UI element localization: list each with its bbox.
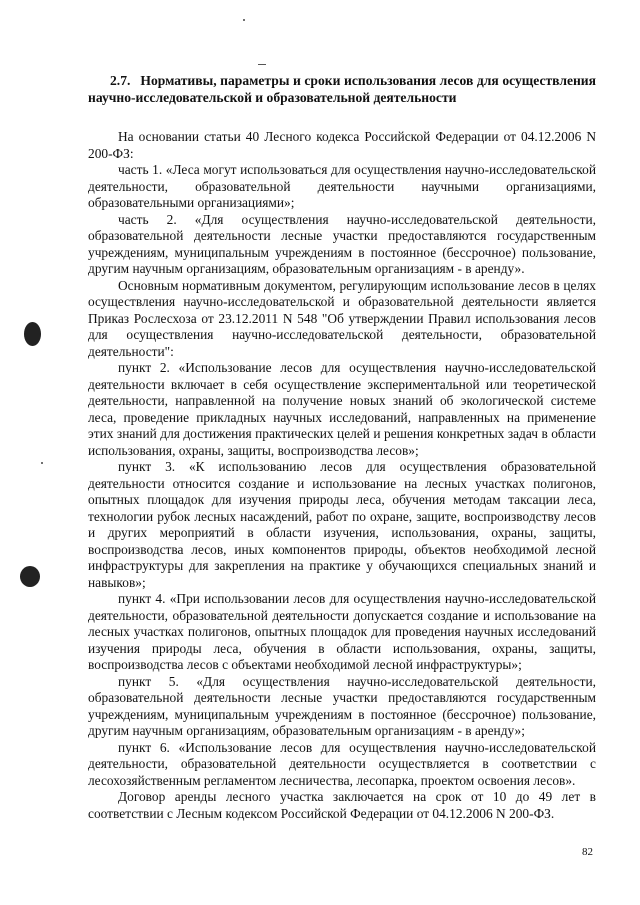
paragraph-clause-6: пункт 6. «Использование лесов для осуществления научно-исследовательской деятельности, образовательной деятельности осуществляется в соответствии с лесохозяйственным регламентом лесничества, лесопарка, проектом освоения лесов». (88, 739, 596, 788)
scan-speck (41, 462, 43, 464)
punch-hole-mark-bottom (20, 566, 40, 587)
scan-dash (258, 64, 266, 65)
document-body (88, 72, 596, 822)
paragraph-lease-term: Договор аренды лесного участка заключается на срок от 10 до 49 лет в соответствии с Лесным кодексом Российской Федерации от 04.12.2006 N 200-ФЗ. (88, 789, 596, 821)
paragraph-intro: На основании статьи 40 Лесного кодекса Российской Федерации от 04.12.2006 N 200-ФЗ: (88, 129, 596, 161)
section-number: 2.7. (110, 73, 131, 88)
scan-speck (243, 19, 245, 21)
paragraph-clause-3: пункт 3. «К использованию лесов для осуществления образовательной деятельности относится создание и использование на лесных участках полигонов, опытных площадок для изучения природы леса, обучения методам таксации леса, технологии рубок лесных насаждений, работ по охране, защите, воспроизводству лесов и других мероприятий в области изучения, использования, охраны, защиты, воспроизводства лесов, иных компонентов природы, объектов необходимой лесной инфраструктуры для закрепления на практике у обучающихся специальных знаний и навыков»; (88, 459, 596, 590)
paragraph-clause-5: пункт 5. «Для осуществления научно-исследовательской деятельности, образовательной деятельности лесные участки предоставляются государственным учреждениям, муниципальным учреждениям в постоянное (бессрочное) пользование, другим научным организациям, образовательным организациям - в аренду»; (88, 673, 596, 738)
punch-hole-mark-top (24, 322, 41, 346)
paragraph-main-document: Основным нормативным документом, регулирующим использование лесов в целях осуществления научно-исследовательской и образовательной деятельности является Приказ Рослесхоза от 23.12.2011 N 548 "Об утверждении Правил использования лесов для осуществления научно-исследовательской деятельности, образовательной деятельности": (88, 277, 596, 359)
section-heading (88, 72, 596, 106)
paragraph-clause-2: пункт 2. «Использование лесов для осуществления научно-исследовательской деятельности включает в себя осуществление экспериментальной или теоретической деятельности, направленной на получение новых знаний об экологической системе леса, проведение прикладных научных исследований, направленных на применение этих знаний для достижения практических целей и решения конкретных задач в области использования, охраны, защиты, воспроизводства лесов»; (88, 360, 596, 458)
paragraph-part-1: часть 1. «Леса могут использоваться для осуществления научно-исследовательской деятельности, образовательной деятельности научными организациями, образовательными организациями»; (88, 162, 596, 210)
paragraph-part-2: часть 2. «Для осуществления научно-исследовательской деятельности, образовательной деятельности лесные участки предоставляются государственным учреждениям, муниципальным учреждениям в постоянное (бессрочное) пользование, другим научным организациям, образовательным организациям - в аренду». (88, 211, 596, 276)
page-number: 82 (582, 846, 593, 858)
paragraph-clause-4: пункт 4. «При использовании лесов для осуществления научно-исследовательской деятельности, образовательной деятельности допускается создание и использование на лесных участках полигонов, опытных площадок для проведения научных исследований изучения природы леса, обучения в области использования, охраны, защиты, воспроизводства лесов с объектами необходимой лесной инфраструктуры»; (88, 591, 596, 672)
section-title: Нормативы, параметры и сроки использования лесов для осуществления научно-исследовательской и образовательной деятельности (88, 73, 596, 105)
